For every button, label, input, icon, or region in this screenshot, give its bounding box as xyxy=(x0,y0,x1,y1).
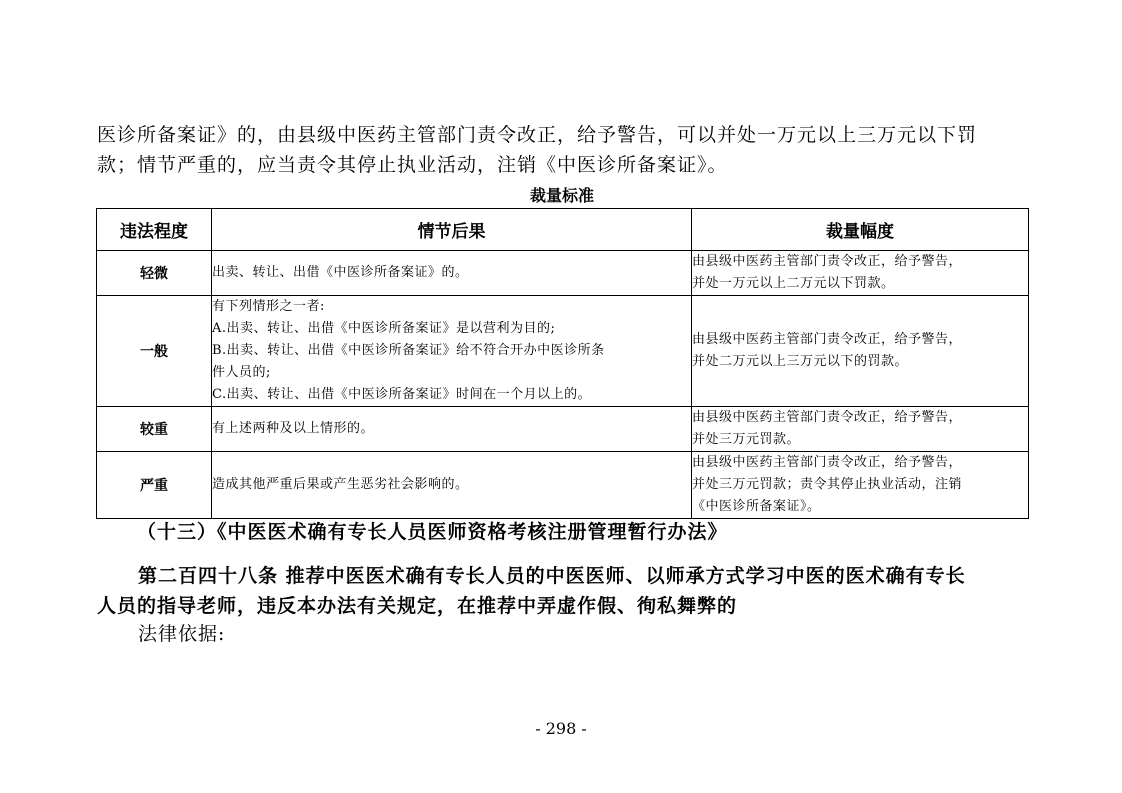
level-cell: 一般 xyxy=(97,296,212,407)
article-line-1: 第二百四十八条 推荐中医医术确有专长人员的中医医师、以师承方式学习中医的医术确有专长 xyxy=(138,565,966,587)
legal-basis-label: 法律依据: xyxy=(138,623,226,645)
circumstance-cell xyxy=(212,452,692,519)
table-header-row xyxy=(97,209,1029,251)
circumstance-line: 有上述两种及以上情形的。 xyxy=(212,421,375,436)
circumstance-cell xyxy=(212,296,692,407)
page-number: - 298 - xyxy=(535,719,587,738)
range-line: 由县级中医药主管部门责令改正，给予警告， xyxy=(692,332,963,347)
circumstance-cell xyxy=(212,251,692,296)
range-line: 并处三万元罚款；责令其停止执业活动，注销 xyxy=(692,477,963,492)
range-cell xyxy=(692,251,1029,296)
circumstance-line: 件人员的; xyxy=(212,365,271,380)
circumstance-line: A.出卖、转让、出借《中医诊所备案证》是以营利为目的; xyxy=(212,321,556,336)
circumstance-line: B.出卖、转让、出借《中医诊所备案证》给不符合开办中医诊所条 xyxy=(212,343,605,358)
table-title: 裁量标准 xyxy=(529,186,594,205)
range-line: 由县级中医药主管部门责令改正，给予警告， xyxy=(692,410,963,425)
circumstance-line: 有下列情形之一者: xyxy=(212,299,325,314)
circumstance-cell xyxy=(212,407,692,452)
intro-line-1: 医诊所备案证》的，由县级中医药主管部门责令改正，给予警告，可以并处一万元以上三万元以下罚 xyxy=(97,124,978,146)
level-cell: 严重 xyxy=(97,452,212,519)
range-line: 并处三万元罚款。 xyxy=(692,432,801,447)
range-line: 并处一万元以上二万元以下罚款。 xyxy=(692,276,895,291)
header-violation-degree: 违法程度 xyxy=(97,209,212,251)
intro-paragraph xyxy=(97,120,1027,180)
level-cell: 较重 xyxy=(97,407,212,452)
table-row-serious xyxy=(97,407,1029,452)
range-line: 由县级中医药主管部门责令改正，给予警告， xyxy=(692,455,963,470)
header-circumstances: 情节后果 xyxy=(212,209,692,251)
header-discretion-range: 裁量幅度 xyxy=(692,209,1029,251)
circumstance-line: 出卖、转让、出借《中医诊所备案证》的。 xyxy=(212,265,469,280)
circumstance-line: C.出卖、转让、出借《中医诊所备案证》时间在一个月以上的。 xyxy=(212,387,592,402)
section-heading: （十三）《中医医术确有专长人员医师资格考核注册管理暂行办法》 xyxy=(137,521,728,543)
article-line-2: 人员的指导老师，违反本办法有关规定，在推荐中弄虚作假、徇私舞弊的 xyxy=(97,595,738,617)
table-row-minor xyxy=(97,251,1029,296)
range-cell xyxy=(692,407,1029,452)
range-cell xyxy=(692,452,1029,519)
level-cell: 轻微 xyxy=(97,251,212,296)
intro-line-2: 款；情节严重的，应当责令其停止执业活动，注销《中医诊所备案证》。 xyxy=(97,154,728,176)
range-line: 由县级中医药主管部门责令改正，给予警告， xyxy=(692,254,963,269)
range-line: 《中医诊所备案证》。 xyxy=(692,499,821,514)
discretion-standard-table xyxy=(96,208,1029,519)
range-line: 并处二万元以上三万元以下的罚款。 xyxy=(692,354,909,369)
range-cell xyxy=(692,296,1029,407)
table-row-general xyxy=(97,296,1029,407)
circumstance-line: 造成其他严重后果或产生恶劣社会影响的。 xyxy=(212,477,469,492)
article-paragraph xyxy=(97,561,1029,621)
table-row-severe xyxy=(97,452,1029,519)
